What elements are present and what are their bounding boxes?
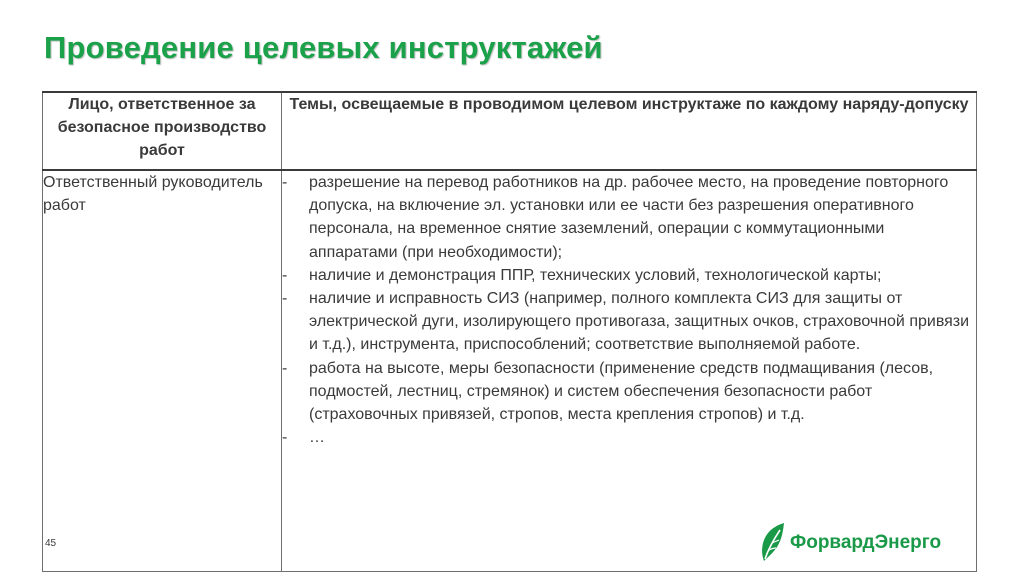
list-item <box>282 357 976 427</box>
topics-list <box>282 171 976 449</box>
cell-topics <box>282 170 977 572</box>
slide-title: Проведение целевых инструктажей <box>44 30 603 65</box>
bullet-marker: - <box>282 429 288 447</box>
bullet-marker: - <box>282 266 288 284</box>
company-logo <box>758 522 945 564</box>
leaf-icon <box>758 523 786 563</box>
topic-text: наличие и исправность СИЗ (например, полного комплекта СИЗ для защиты от электрической дуги, изолирующего противогаза, защитных очков, страховочной привязи и т.д.), инструмента, приспособлений; соответствие выполняемой работе. <box>309 290 970 354</box>
logo-text: ФорвардЭнерго <box>790 532 942 553</box>
list-item <box>282 171 976 264</box>
topic-text: работа на высоте, меры безопасности (применение средств подмащивания (лесов, подмостей, лестниц, стремянок) и систем обеспечения безопасности работ (страховочных привязей, стропов, места крепления стропов) и т.д. <box>309 359 934 424</box>
instruction-table <box>42 91 977 572</box>
header-responsible-person: Лицо, ответственное за безопасное производство работ <box>43 92 282 170</box>
list-item <box>282 264 976 287</box>
bullet-marker: - <box>282 359 288 377</box>
table-row <box>43 170 977 572</box>
topic-text: разрешение на перевод работников на др. рабочее место, на проведение повторного допуска, на включение эл. установки или ее части без разрешения оперативного персонала, на временное снятие заземлений, операции с коммутационными аппаратами (при необходимости); <box>309 174 949 261</box>
list-item <box>282 287 976 357</box>
bullet-marker: - <box>282 290 288 308</box>
topic-text: … <box>309 429 325 447</box>
table-header-row <box>43 92 977 170</box>
cell-responsible-person: Ответственный руководитель работ <box>43 170 282 572</box>
page-number: 45 <box>45 538 57 549</box>
bullet-marker: - <box>282 174 288 191</box>
list-item <box>282 426 976 449</box>
header-topics: Темы, освещаемые в проводимом целевом инструктаже по каждому наряду-допуску <box>282 92 977 170</box>
topic-text: наличие и демонстрация ППР, технических условий, технологической карты; <box>309 266 882 284</box>
